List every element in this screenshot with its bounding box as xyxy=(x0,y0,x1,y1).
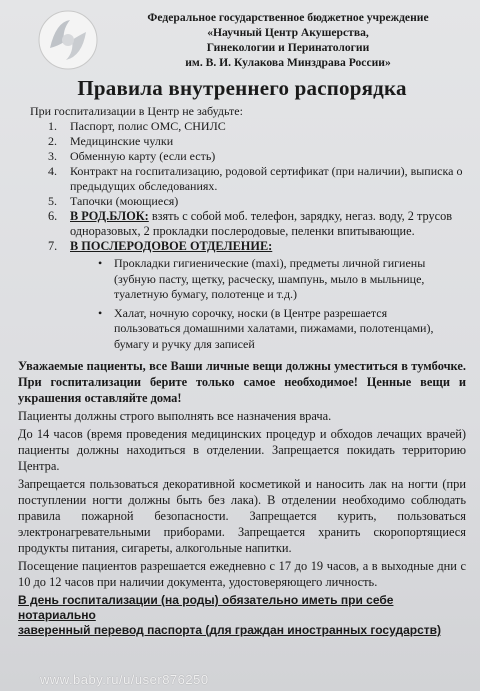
list-item: 7. В ПОСЛЕРОДОВОЕ ОТДЕЛЕНИЕ: • Прокладки гигиенические (maxi), предметы личной гигиены (зубную пасту, щетку, расческу, шампунь, мыло в мыльнице, туалетную бумагу, полотенце и т.д.) • Халат, ночную сорочку, носки (в Центре разрешается пользоваться домашними халатами, пижамами, полотенцами), бумагу и ручку для записей xyxy=(18,239,466,352)
intro-text: При госпитализации в Центр не забудьте: xyxy=(30,104,243,118)
document-title: Правила внутреннего распорядка xyxy=(77,76,407,100)
list-item: 2. Медицинские чулки xyxy=(48,134,174,148)
sub-list-item: • Халат, ночную сорочку, носки (в Центре разрешается пользоваться домашними халатами, пижамами, полотенцами), бумагу и ручку для записей xyxy=(98,305,434,351)
center-logo-icon xyxy=(36,8,100,72)
document-header xyxy=(18,6,466,74)
sub-list xyxy=(18,256,466,352)
paragraph: Посещение пациентов разрешается ежедневно с 17 до 19 часов, а в выходные дни с 10 до 12 часов при наличии документа, удостоверяющего личность. xyxy=(18,559,466,589)
paragraph: Пациенты должны строго выполнять все назначения врача. xyxy=(18,409,332,423)
paragraph: Запрещается пользоваться декоративной косметикой и наносить лак на ногти (при поступлении ногти должны быть без лака). В отделении необходимо соблюдать правила пожарной безопасности. Запрещается курить, пользоваться электронагревательными приборами. Запрещается хранить скоропортящиеся продукты питания, сигареты, алкогольные напитки. xyxy=(18,477,466,555)
organization-name xyxy=(110,10,466,70)
org-line: «Научный Центр Акушерства, xyxy=(207,26,369,39)
list-item: 3. Обменную карту (если есть) xyxy=(48,149,216,163)
warning-notice: Уважаемые пациенты, все Ваши личные вещи должны уместиться в тумбочке. При госпитализации берите только самое необходимое! Ценные вещи и украшения оставляйте дома! xyxy=(18,359,466,405)
list-item: 1. Паспорт, полис ОМС, СНИЛС xyxy=(48,119,226,133)
list-item: 6. В РОД.БЛОК: взять с собой моб. телефон, зарядку, негаз. воду, 2 трусов одноразовых, 2 прокладки послеродовые, пеленки впитывающие. xyxy=(48,209,453,238)
org-line: Гинекологии и Перинатологии xyxy=(206,41,370,54)
org-line: им. В. И. Кулакова Минздрава России» xyxy=(185,56,391,69)
org-line: Федеральное государственное бюджетное учреждение xyxy=(147,11,429,24)
section-heading: В РОД.БЛОК: xyxy=(70,209,149,223)
checklist xyxy=(18,119,466,352)
list-item: 4. Контракт на госпитализацию, родовой сертификат (при наличии), выписка о предыдущих обследованиях. xyxy=(48,164,463,193)
sub-list-item: • Прокладки гигиенические (maxi), предметы личной гигиены (зубную пасту, щетку, расческу, шампунь, мыло в мыльнице, туалетную бумагу, полотенце и т.д.) xyxy=(98,256,426,301)
footer-note: В день госпитализации (на роды) обязательно иметь при себе нотариально xyxy=(18,593,394,622)
watermark: www.baby.ru/u/user876250 xyxy=(40,672,209,687)
paragraph: До 14 часов (время проведения медицинских процедур и обходов лечащих врачей) пациенты должны находиться в отделении. Запрещается покидать территорию Центра. xyxy=(18,427,466,473)
footer-note: заверенный перевод паспорта (для граждан иностранных государств) xyxy=(18,623,441,637)
list-item: 5. Тапочки (моющиеся) xyxy=(48,194,179,208)
section-heading: В ПОСЛЕРОДОВОЕ ОТДЕЛЕНИЕ: xyxy=(70,239,273,253)
